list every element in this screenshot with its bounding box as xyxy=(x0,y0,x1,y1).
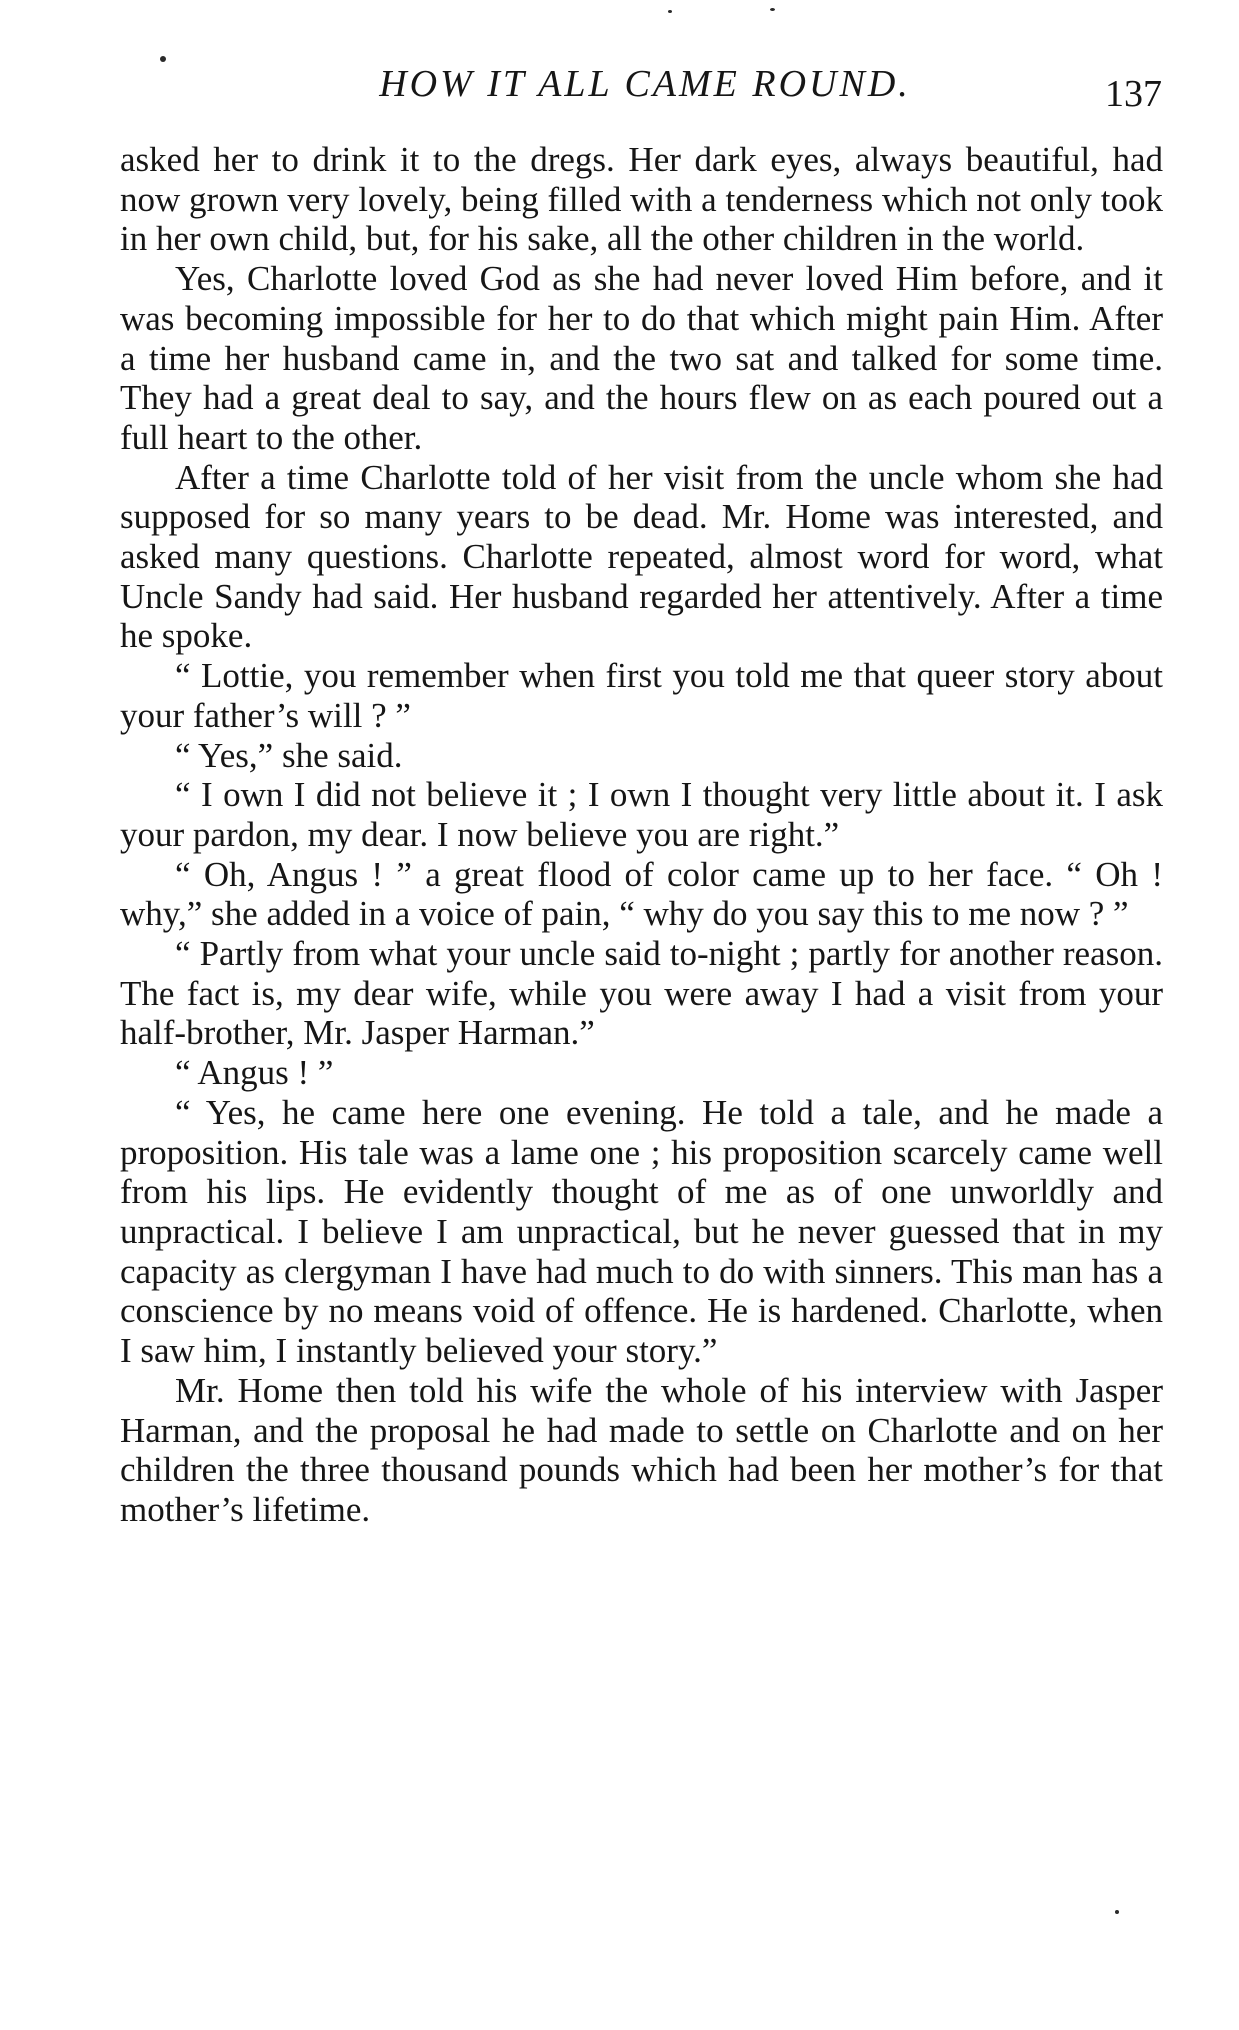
running-title: HOW IT ALL CAME ROUND. xyxy=(379,63,911,105)
paragraph: “ Partly from what your uncle said to-night ; partly for another reason. The fact is, my dear wife, while you were away I had a visit from your half-brother, Mr. Jasper Harman.” xyxy=(120,934,1163,1053)
paragraph: “ Yes,” she said. xyxy=(175,735,403,775)
paragraph: “ Oh, Angus ! ” a great flood of color came up to her face. “ Oh ! why,” she added in a voice of pain, “ why do you say this to me now ? ” xyxy=(120,854,1163,934)
paragraph: After a time Charlotte told of her visit from the uncle whom she had supposed for so many years to be dead. Mr. Home was interested, and asked many questions. Charlotte repeated, almost word for word, what Uncle Sandy had said. Her husband regarded her attentively. After a time he spoke. xyxy=(120,457,1163,656)
paragraph: “ Angus ! ” xyxy=(175,1053,334,1093)
body-text xyxy=(120,140,1163,1530)
paragraph: “ I own I did not believe it ; I own I thought very little about it. I ask your pardon, my dear. I now believe you are right.” xyxy=(120,775,1163,854)
paragraph: Mr. Home then told his wife the whole of his interview with Jasper Harman, and the proposal he had made to settle on Charlotte and on her children the three thousand pounds which had been her mother’s for that mother’s lifetime. xyxy=(120,1370,1163,1529)
print-speck xyxy=(770,8,775,11)
page-header xyxy=(120,58,1170,118)
print-speck xyxy=(668,10,672,13)
paragraph: “ Lottie, you remember when first you told me that queer story about your father’s will ? ” xyxy=(120,656,1163,735)
print-speck xyxy=(1115,1910,1119,1914)
paragraph: Yes, Charlotte loved God as she had never loved Him before, and it was becoming impossible for her to do that which might pain Him. After a time her husband came in, and the two sat and talked for some time. They had a great deal to say, and the hours flew on as each poured out a full heart to the other. xyxy=(120,259,1163,457)
paragraph: asked her to drink it to the dregs. Her dark eyes, always beautiful, had now grown very lovely, being filled with a tenderness which not only took in her own child, but, for his sake, all the other children in the world. xyxy=(120,140,1163,259)
page-number: 137 xyxy=(1105,73,1162,115)
paragraph: “ Yes, he came here one evening. He told a tale, and he made a proposition. His tale was a lame one ; his proposition scarcely came well from his lips. He evidently thought of me as of one unworldly and unpractical. I believe I am unpractical, but he never guessed that in my capacity as clergyman I have had much to do with sinners. This man has a conscience by no means void of offence. He is hardened. Charlotte, when I saw him, I instantly believed your story.” xyxy=(120,1092,1163,1371)
